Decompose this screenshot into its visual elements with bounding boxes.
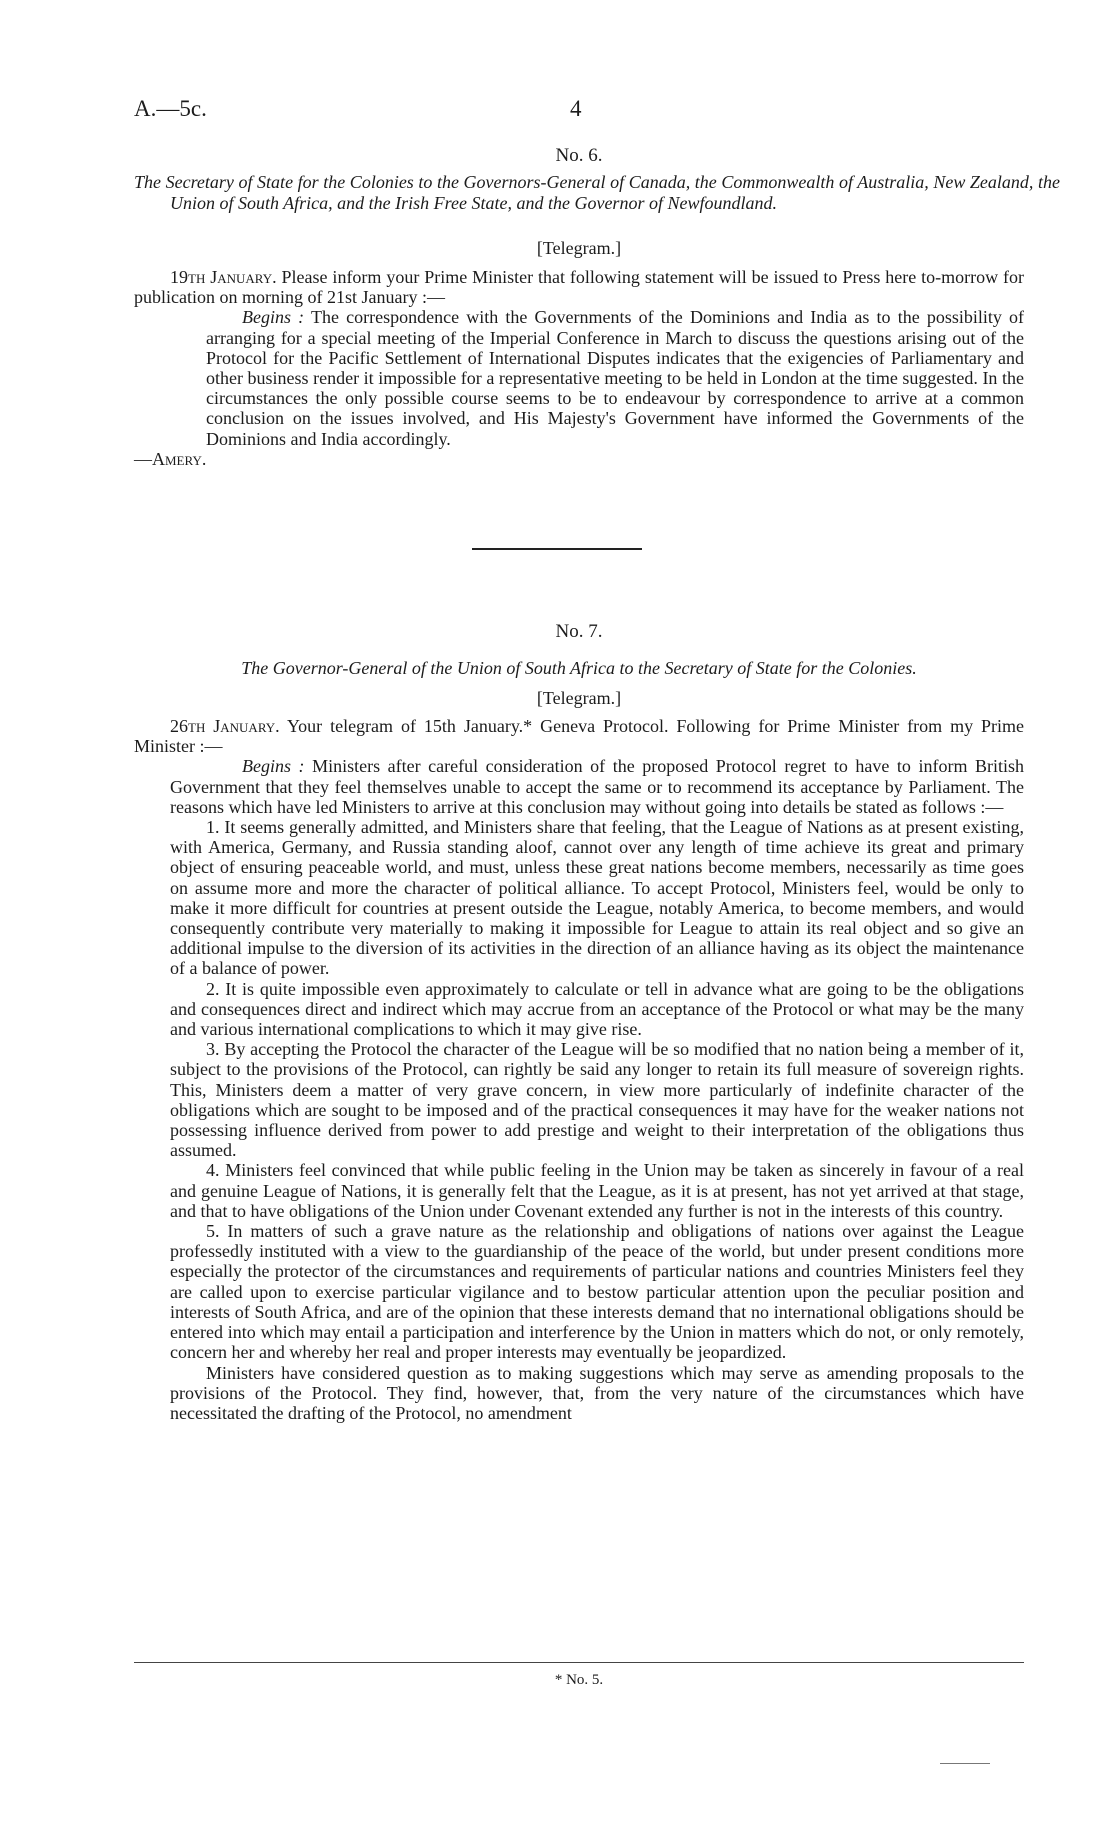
section-no7-address: The Governor-General of the Union of South Africa to the Secretary of State for the Colonies. — [241, 658, 917, 678]
section-no6-intro-text: Please inform your Prime Minister that following statement will be issued to Press here to-morrow for publication on morning of 21st January :— — [134, 267, 1024, 308]
scan-mark — [940, 1763, 990, 1764]
section-no7-begins: Begins : — [242, 756, 305, 777]
section-divider — [472, 548, 642, 550]
document-reference: A.—5c. — [134, 96, 207, 121]
section-no7-begins-paragraph — [170, 756, 1024, 817]
section-no7-point-4: 4. Ministers feel convinced that while public feeling in the Union may be taken as sincerely in favour of a real and genuine League of Nations, it is generally felt that the League, as it is at present, has not yet arrived at that stage, and that to have obligations of the Union under Covenant extended any further is not in the interests of this country. — [170, 1160, 1024, 1221]
section-no6-body — [134, 267, 1024, 469]
section-no7-intro-text: Your telegram of 15th January.* Geneva Protocol. Following for Prime Minister from my Prime Minister :— — [134, 716, 1025, 757]
section-no6-statement-text: The correspondence with the Governments of the Dominions and India as to the possibility of arranging for a special meeting of the Imperial Conference in March to discuss the questions arising out of the Protocol for the Pacific Settlement of International Disputes indicates that the exigencies of Parliamentary and other business render it impossible for a representative meeting to be held in London at the time suggested. In the circumstances the only possible course seems to be to endeavour by correspondence to arrive at a common conclusion on the issues involved, and His Majesty's Government have informed the Governments of the Dominions and India accordingly. — [206, 307, 1024, 449]
section-no7-closing-paragraph: Ministers have considered question as to making suggestions which may serve as amending proposals to the provisions of the Protocol. They find, however, that, from the very nature of the circumstances which have necessitated the drafting of the Protocol, no amendment — [170, 1362, 1024, 1423]
section-no7-point-3: 3. By accepting the Protocol the character of the League will be so modified that no nation being a member of it, subject to the provisions of the Protocol, can rightly be said any longer to retain its full measure of sovereign rights. This, Ministers deem a matter of very grave concern, in view more particularly of indefinite character of the obligations which are sought to be imposed and of the practical consequences it may have for the weaker nations not possessing influence derived from power to add prestige and weight to their interpretation of the obligations thus assumed. — [170, 1039, 1024, 1161]
section-no7-point-2: 2. It is quite impossible even approximately to calculate or tell in advance what are going to be the obligations and consequences direct and indirect which may accrue from an acceptance of the Protocol or what may be the many and various international complications to which it may give rise. — [170, 978, 1024, 1040]
section-no6-begins: Begins : — [242, 307, 305, 328]
page-header — [134, 96, 1024, 126]
section-no7-telegram-label: [Telegram.] — [536, 688, 622, 708]
section-no6-date: 19th January. — [170, 267, 277, 287]
section-no7-intro — [134, 716, 1024, 756]
section-no7-point-1: 1. It seems generally admitted, and Ministers share that feeling, that the League of Nations as at present existing, with America, Germany, and Russia standing aloof, cannot over any length of time achieve its great and primary object of ensuring peaceable world, and must, unless these great nations become members, necessarily as time goes on assume more and more the character of political alliance. To accept Protocol, Ministers feel, would be only to make it more difficult for countries at present outside the League, notably America, to become members, and would consequently contribute very materially to making it impossible for League to attain its real object and so give an additional impulse to the diversion of its activities in the direction of an alliance having as its object the maintenance of a balance of power. — [170, 817, 1024, 979]
section-no6-telegram-label: [Telegram.] — [536, 238, 622, 258]
footnote-rule — [134, 1662, 1024, 1663]
section-no6-signature: —Amery. — [134, 448, 207, 469]
section-no6-intro — [134, 267, 1024, 307]
section-no6-number: No. 6. — [555, 145, 603, 166]
section-no7-quote — [134, 756, 1024, 1423]
section-no7-date: 26th January. — [170, 716, 280, 736]
section-no7-point-5: 5. In matters of such a grave nature as the relationship and obligations of nations over against the League professedly instituted with a view to the guardianship of the peace of the world, but under present conditions more especially the protector of the circumstances and requirements of particular nations and countries Ministers feel they are called upon to exercise particular vigilance and to bestow particular attention upon the peculiar position and interests of South Africa, and are of the opinion that these interests demand that no international obligations should be entered into which may entail a participation and interference by the Union in matters which do not, or only remotely, concern her and whereby her real and proper interests may eventually be jeopardized. — [170, 1221, 1024, 1363]
section-no6-statement — [206, 307, 1024, 448]
section-no7-number: No. 7. — [555, 621, 603, 642]
section-no7-begins-text: Ministers after careful consideration of the proposed Protocol regret to have to inform British Government that they feel themselves unable to accept the same or to recommend its acceptance by Parliament. The reasons which have led Ministers to arrive at this conclusion may without going into details be stated as follows :— — [170, 756, 1024, 817]
page-number: 4 — [570, 96, 582, 121]
footnote: * No. 5. — [554, 1672, 604, 1688]
section-no6-quote — [134, 307, 1024, 448]
section-no6-address: The Secretary of State for the Colonies to the Governors-General of Canada, the Commonwealth of Australia, New Zealand, the Union of South Africa, and the Irish Free State, and the Governor of Newfoundland. — [134, 172, 1060, 213]
section-no7-body — [134, 716, 1024, 1423]
